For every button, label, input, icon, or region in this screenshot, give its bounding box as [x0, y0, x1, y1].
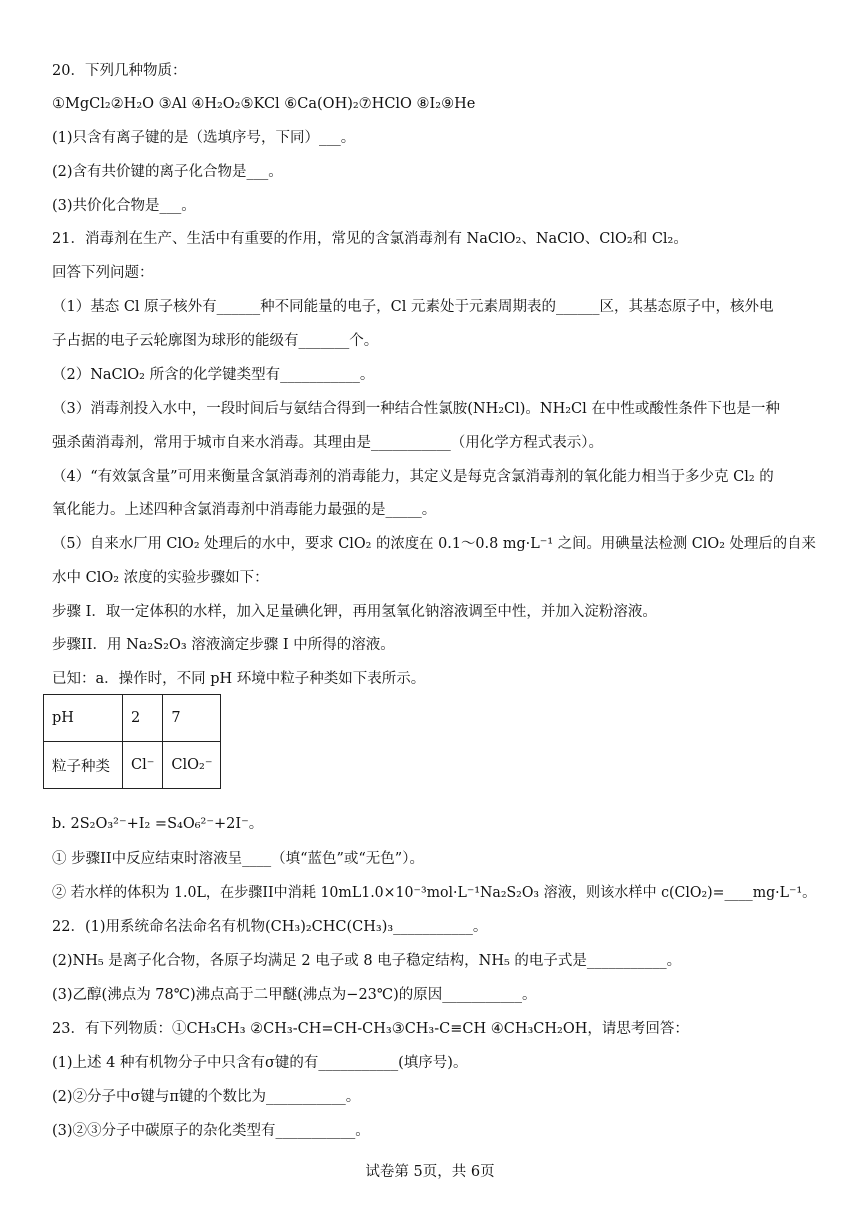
- q20-title: 20．下列几种物质：: [52, 63, 187, 79]
- table-cell: 粒子种类: [44, 742, 123, 789]
- q21-known-a: 已知：a．操作时，不同 pH 环境中粒子种类如下表所示。: [52, 671, 426, 687]
- q21-part1-line1: （1）基态 Cl 原子核外有______种不同能量的电子，Cl 元素处于元素周期表的______区，其基态原子中，核外电: [52, 299, 774, 315]
- q20-substances: ①MgCl₂②H₂O ③Al ④H₂O₂⑤KCl ⑥Ca(OH)₂⑦HClO ⑧I₂⑨He: [52, 96, 476, 112]
- q21-part4-line1: （4）“有效氯含量”可用来衡量含氯消毒剂的消毒能力，其定义是每克含氯消毒剂的氧化能力相当于多少克 Cl₂ 的: [52, 469, 774, 485]
- q23-part2: (2)②分子中σ键与π键的个数比为___________。: [52, 1089, 361, 1105]
- q22-part1: 22．(1)用系统命名法命名有机物(CH₃)₂CHC(CH₃)₃___________。: [52, 919, 488, 935]
- q20-part1: (1)只含有离子键的是（选填序号，下同）___。: [52, 130, 356, 146]
- q22-part3: (3)乙醇(沸点为 78℃)沸点高于二甲醚(沸点为−23℃)的原因___________。: [52, 987, 537, 1003]
- q21-title: 21．消毒剂在生产、生活中有重要的作用，常见的含氯消毒剂有 NaClO₂、NaClO、ClO₂和 Cl₂。: [52, 231, 688, 247]
- q21-part4-line2: 氧化能力。上述四种含氯消毒剂中消毒能力最强的是_____。: [52, 502, 437, 518]
- q21-part3-line1: （3）消毒剂投入水中，一段时间后与氨结合得到一种结合性氯胺(NH₂Cl)。NH₂Cl 在中性或酸性条件下也是一种: [52, 401, 780, 417]
- q21-step2: 步骤II．用 Na₂S₂O₃ 溶液滴定步骤 I 中所得的溶液。: [52, 637, 395, 653]
- q20-part3: (3)共价化合物是___。: [52, 198, 196, 214]
- ph-species-table: [43, 694, 221, 789]
- table-cell: 2: [123, 695, 163, 742]
- table-cell: Cl⁻: [123, 742, 163, 789]
- table-row: [44, 695, 221, 742]
- q21-part5-line2: 水中 ClO₂ 浓度的实验步骤如下：: [52, 570, 269, 586]
- q21-sub1: ① 步骤II中反应结束时溶液呈____（填“蓝色”或“无色”）。: [52, 851, 424, 867]
- q21-prompt: 回答下列问题：: [52, 265, 154, 281]
- table-cell: ClO₂⁻: [163, 742, 221, 789]
- q21-part1-line2: 子占据的电子云轮廓图为球形的能级有_______个。: [52, 333, 379, 349]
- q21-part5-line1: （5）自来水厂用 ClO₂ 处理后的水中，要求 ClO₂ 的浓度在 0.1～0.8 mg·L⁻¹ 之间。用碘量法检测 ClO₂ 处理后的自来: [52, 536, 816, 552]
- q23-title: 23．有下列物质：①CH₃CH₃ ②CH₃-CH=CH-CH₃③CH₃-C≡CH ④CH₃CH₂OH，请思考回答：: [52, 1021, 689, 1037]
- page-footer: 试卷第 5页，共 6页: [365, 1164, 495, 1180]
- table-cell: 7: [163, 695, 221, 742]
- table-cell: pH: [44, 695, 123, 742]
- q21-part2: （2）NaClO₂ 所含的化学键类型有___________。: [52, 367, 375, 383]
- q22-part2: (2)NH₅ 是离子化合物，各原子均满足 2 电子或 8 电子稳定结构，NH₅ 的电子式是___________。: [52, 953, 682, 969]
- q23-part1: (1)上述 4 种有机物分子中只含有σ键的有___________(填序号)。: [52, 1055, 468, 1071]
- q21-step1: 步骤 I．取一定体积的水样，加入足量碘化钾，再用氢氧化钠溶液调至中性，并加入淀粉溶液。: [52, 604, 657, 620]
- q23-part3: (3)②③分子中碳原子的杂化类型有___________。: [52, 1123, 370, 1139]
- q21-known-b: b. 2S₂O₃²⁻+I₂ =S₄O₆²⁻+2I⁻。: [52, 816, 264, 832]
- q21-sub2: ② 若水样的体积为 1.0L，在步骤II中消耗 10mL1.0×10⁻³mol·L⁻¹Na₂S₂O₃ 溶液，则该水样中 c(ClO₂)=____mg·L⁻¹。: [52, 885, 817, 901]
- q20-part2: (2)含有共价键的离子化合物是___。: [52, 164, 283, 180]
- q21-part3-line2: 强杀菌消毒剂，常用于城市自来水消毒。其理由是___________（用化学方程式表示）。: [52, 435, 603, 451]
- table-row: [44, 742, 221, 789]
